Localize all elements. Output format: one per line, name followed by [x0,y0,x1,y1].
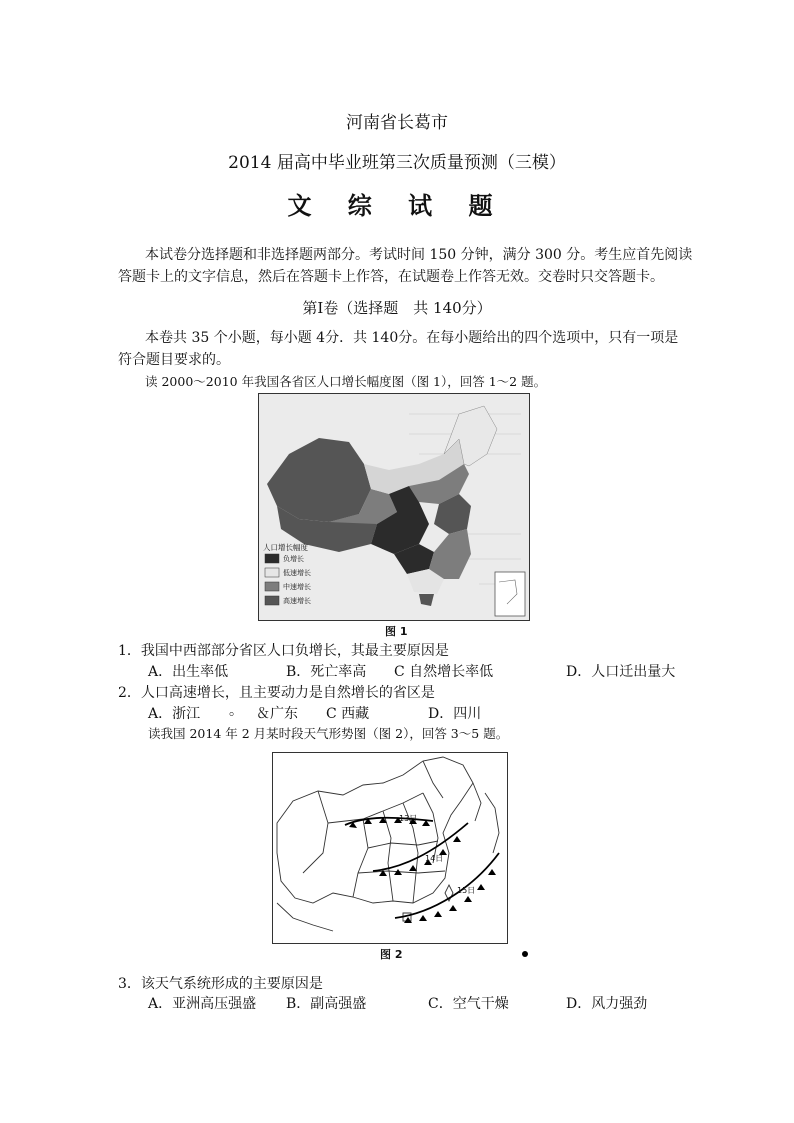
school-name: 河南省长葛市 [346,113,448,133]
front-label-15: 15日 [457,886,476,895]
question-3-option-c: C．空气干燥 [428,996,509,1012]
stray-dot [522,951,528,957]
question-2-stem: 2．人口高速增长，且主要动力是自然增长的省区是 [118,685,435,701]
page-title: 文 综 试 题 [287,191,507,220]
question-2-option-c: C 西藏 [326,706,370,722]
legend-item-medium: 中速增长 [283,583,311,591]
question-1-option-b: B．死亡率高 [286,664,367,680]
question-3-stem: 3．该天气系统形成的主要原因是 [118,976,323,992]
legend-item-high: 高速增长 [283,597,311,605]
section-title: 第Ⅰ卷（选择题 共 140分） [302,299,492,317]
section-desc-1: 本卷共 35 个小题，每小题 4分．共 140分。在每小题给出的四个选项中，只有一项是 [145,330,679,346]
figure-1-map [258,393,530,621]
question-1-option-a: A．出生率低 [148,664,229,680]
question-2-stray-mark: 。 [229,703,243,719]
legend-item-negative: 负增长 [283,555,304,563]
front-label-13: 13日 [399,814,418,823]
figure-2-caption: 图 2 [380,948,403,961]
exam-subtitle: 2014 届高中毕业班第三次质量预测（三模） [228,153,566,173]
legend-title: 人口增长幅度 [263,543,308,552]
intro-line-1: 本试卷分选择题和非选择题两部分。考试时间 150 分钟，满分 300 分。考生应首先阅读 [145,247,693,263]
question-2-option-b: ＆广东 [256,706,298,722]
question-1-option-d: D．人口迁出量大 [566,664,676,680]
question-3-option-b: B．副高强盛 [286,996,367,1012]
question-3-option-a: A．亚洲高压强盛 [148,996,257,1012]
read-instruction-1: 读 2000～2010 年我国各省区人口增长幅度图（图 1），回答 1～2 题。 [145,374,547,389]
weather-front-map [273,753,507,943]
question-3-option-d: D．风力强劲 [566,996,648,1012]
section-desc-2: 符合题目要求的。 [118,352,230,368]
question-2-option-d: D．四川 [428,706,482,722]
figure-2-map [272,752,508,944]
figure-1-caption: 图 1 [385,625,408,638]
question-1-option-c: C 自然增长率低 [394,664,494,680]
front-label-14: 14日 [425,854,444,863]
intro-line-2: 答题卡上的文字信息，然后在答题卡上作答，在试题卷上作答无效。交卷时只交答题卡。 [118,269,664,285]
legend-item-low: 低速增长 [283,569,311,577]
question-1-stem: 1．我国中西部部分省区人口负增长，其最主要原因是 [118,643,449,659]
read-instruction-2: 读我国 2014 年 2 月某时段天气形势图（图 2），回答 3～5 题。 [148,726,509,741]
question-2-option-a: A．浙江 [148,706,201,722]
